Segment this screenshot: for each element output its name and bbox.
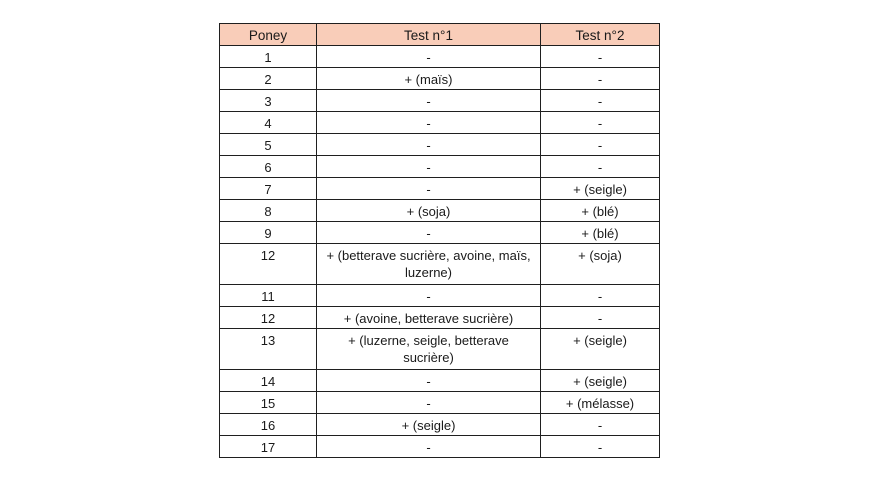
cell-test-1: - xyxy=(317,46,541,68)
table-row xyxy=(220,285,660,307)
cell-test-1: - xyxy=(317,392,541,414)
cell-test-2: + (seigle) xyxy=(541,329,660,370)
cell-test-2: - xyxy=(541,46,660,68)
cell-test-2: + (soja) xyxy=(541,244,660,285)
cell-test-1: + (avoine, betterave sucrière) xyxy=(317,307,541,329)
table-row xyxy=(220,244,660,285)
cell-test-2: - xyxy=(541,112,660,134)
table-row xyxy=(220,392,660,414)
table-row xyxy=(220,178,660,200)
table-row xyxy=(220,414,660,436)
cell-test-2: - xyxy=(541,134,660,156)
cell-test-1: + (luzerne, seigle, betterave sucrière) xyxy=(317,329,541,370)
cell-test-1: - xyxy=(317,222,541,244)
cell-poney: 13 xyxy=(220,329,317,370)
header-poney: Poney xyxy=(220,24,317,46)
table-row xyxy=(220,112,660,134)
table-row xyxy=(220,307,660,329)
cell-test-1: + (soja) xyxy=(317,200,541,222)
cell-poney: 3 xyxy=(220,90,317,112)
cell-test-1: - xyxy=(317,285,541,307)
cell-test-2: - xyxy=(541,436,660,458)
table-row xyxy=(220,370,660,392)
cell-poney: 8 xyxy=(220,200,317,222)
cell-test-1: + (maïs) xyxy=(317,68,541,90)
cell-poney: 6 xyxy=(220,156,317,178)
cell-test-2: + (seigle) xyxy=(541,178,660,200)
cell-test-2: - xyxy=(541,285,660,307)
header-test-2: Test n°2 xyxy=(541,24,660,46)
cell-test-1: - xyxy=(317,90,541,112)
cell-test-2: + (seigle) xyxy=(541,370,660,392)
cell-poney: 9 xyxy=(220,222,317,244)
table-row xyxy=(220,68,660,90)
cell-test-1: - xyxy=(317,436,541,458)
cell-test-1: - xyxy=(317,370,541,392)
cell-test-1: - xyxy=(317,156,541,178)
cell-test-1: - xyxy=(317,134,541,156)
cell-poney: 16 xyxy=(220,414,317,436)
table-row xyxy=(220,222,660,244)
cell-poney: 12 xyxy=(220,244,317,285)
cell-poney: 2 xyxy=(220,68,317,90)
pony-test-table-container xyxy=(219,23,659,458)
table-row xyxy=(220,46,660,68)
cell-test-2: + (blé) xyxy=(541,222,660,244)
pony-test-table xyxy=(219,23,660,458)
cell-test-2: + (mélasse) xyxy=(541,392,660,414)
table-header xyxy=(220,24,660,46)
header-test-1: Test n°1 xyxy=(317,24,541,46)
cell-test-2: - xyxy=(541,307,660,329)
cell-test-2: - xyxy=(541,68,660,90)
cell-poney: 12 xyxy=(220,307,317,329)
cell-test-1: - xyxy=(317,112,541,134)
table-body xyxy=(220,46,660,458)
cell-poney: 4 xyxy=(220,112,317,134)
cell-test-2: - xyxy=(541,414,660,436)
cell-poney: 17 xyxy=(220,436,317,458)
table-row xyxy=(220,436,660,458)
cell-poney: 11 xyxy=(220,285,317,307)
cell-test-2: - xyxy=(541,90,660,112)
table-row xyxy=(220,329,660,370)
cell-test-2: + (blé) xyxy=(541,200,660,222)
cell-poney: 7 xyxy=(220,178,317,200)
table-row xyxy=(220,134,660,156)
table-row xyxy=(220,156,660,178)
table-row xyxy=(220,200,660,222)
cell-poney: 1 xyxy=(220,46,317,68)
cell-test-1: - xyxy=(317,178,541,200)
cell-test-1: + (seigle) xyxy=(317,414,541,436)
cell-poney: 15 xyxy=(220,392,317,414)
cell-test-2: - xyxy=(541,156,660,178)
table-row xyxy=(220,90,660,112)
cell-poney: 5 xyxy=(220,134,317,156)
cell-poney: 14 xyxy=(220,370,317,392)
cell-test-1: + (betterave sucrière, avoine, maïs, luzerne) xyxy=(317,244,541,285)
header-row xyxy=(220,24,660,46)
